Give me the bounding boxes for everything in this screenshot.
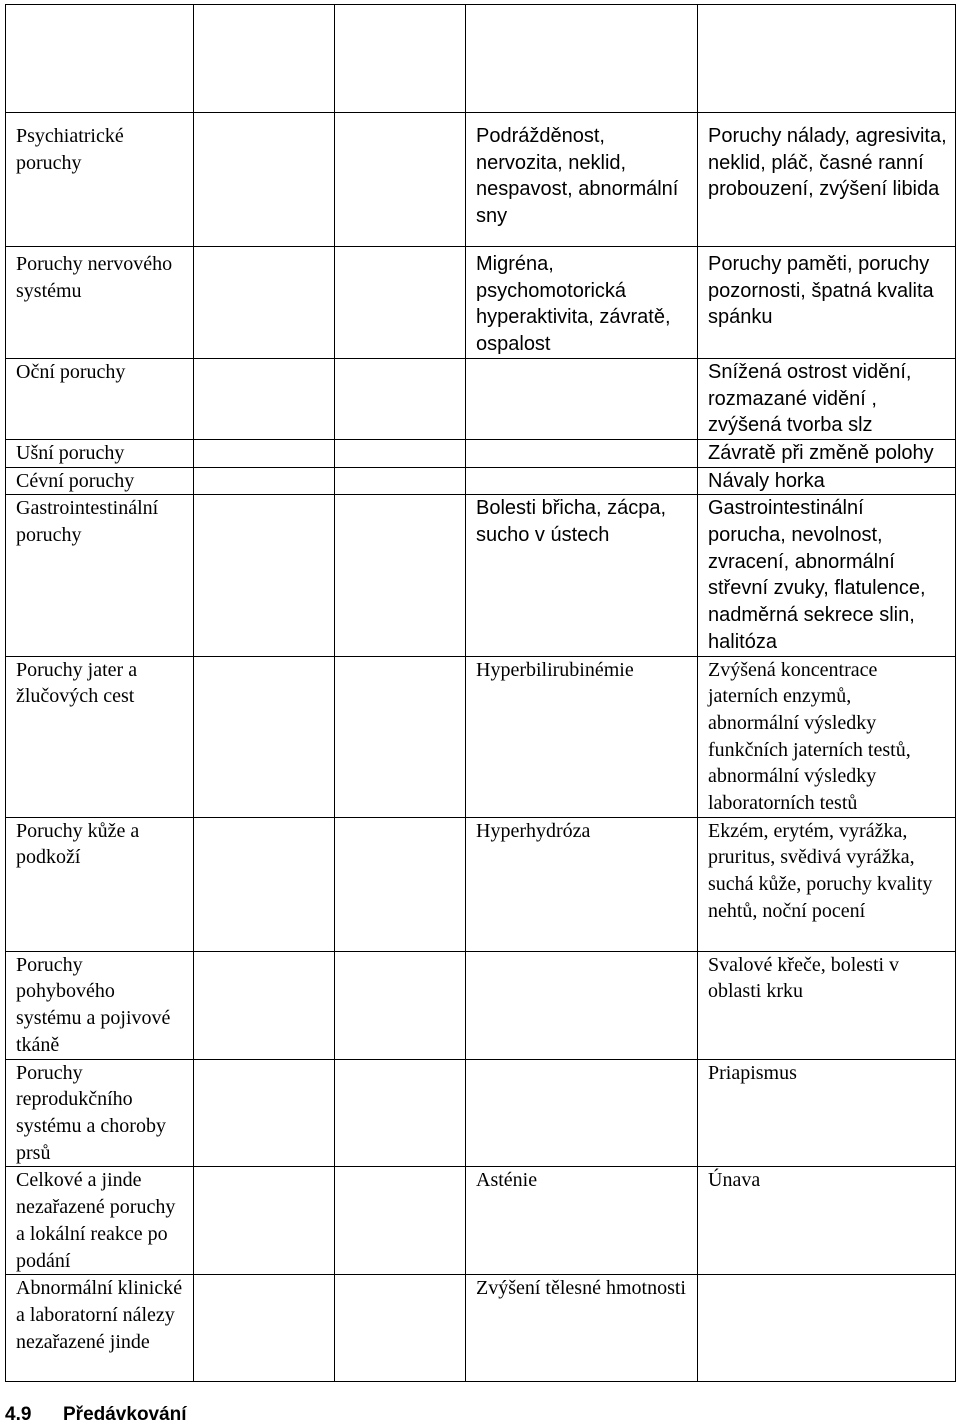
- frequency-cell: [194, 467, 335, 495]
- section-heading: [5, 1403, 187, 1427]
- organ-class-cell: Poruchy pohybového systému a pojivové tkáně: [6, 951, 194, 1059]
- frequency-cell: [335, 817, 466, 951]
- header-cell-frequency-4: [698, 5, 956, 113]
- adverse-reactions-table: [5, 4, 956, 1382]
- table-row: [6, 656, 956, 817]
- frequency-cell: [466, 467, 698, 495]
- frequency-cell: [194, 817, 335, 951]
- table-row: [6, 439, 956, 467]
- frequency-cell: [698, 1275, 956, 1382]
- frequency-cell: [335, 439, 466, 467]
- frequency-cell: Zvýšená koncentrace jaterních enzymů, abnormální výsledky funkčních jaterních testů, abnormální výsledky laboratorních testů: [698, 656, 956, 817]
- frequency-cell: [194, 1275, 335, 1382]
- organ-class-cell: Poruchy jater a žlučových cest: [6, 656, 194, 817]
- header-cell-frequency-3: [466, 5, 698, 113]
- frequency-cell: Hyperbilirubinémie: [466, 656, 698, 817]
- frequency-cell: Únava: [698, 1167, 956, 1275]
- table-row: [6, 817, 956, 951]
- frequency-cell: Priapismus: [698, 1059, 956, 1167]
- frequency-cell: Bolesti břicha, zácpa, sucho v ústech: [466, 495, 698, 656]
- frequency-cell: [335, 467, 466, 495]
- frequency-cell: Podrážděnost, nervozita, neklid, nespavost, abnormální sny: [466, 113, 698, 247]
- frequency-cell: [466, 951, 698, 1059]
- header-cell-organ-class: [6, 5, 194, 113]
- frequency-cell: [194, 656, 335, 817]
- frequency-cell: [194, 1167, 335, 1275]
- table-row: [6, 247, 956, 359]
- frequency-cell: [335, 1275, 466, 1382]
- table-row: [6, 951, 956, 1059]
- frequency-cell: [194, 1059, 335, 1167]
- frequency-cell: [335, 247, 466, 359]
- frequency-cell: [194, 495, 335, 656]
- frequency-cell: Poruchy nálady, agresivita, neklid, pláč, časné ranní probouzení, zvýšení libida: [698, 113, 956, 247]
- table-header-row: [6, 5, 956, 113]
- frequency-cell: [335, 656, 466, 817]
- table-row: [6, 1059, 956, 1167]
- frequency-cell: Gastrointestinální porucha, nevolnost, zvracení, abnormální střevní zvuky, flatulence, nadměrná sekrece slin, halitóza: [698, 495, 956, 656]
- organ-class-cell: Celkové a jinde nezařazené poruchy a lokální reakce po podání: [6, 1167, 194, 1275]
- frequency-cell: [194, 247, 335, 359]
- frequency-cell: Asténie: [466, 1167, 698, 1275]
- organ-class-cell: Poruchy reprodukčního systému a choroby prsů: [6, 1059, 194, 1167]
- organ-class-cell: Poruchy kůže a podkoží: [6, 817, 194, 951]
- frequency-cell: [335, 495, 466, 656]
- frequency-cell: [335, 951, 466, 1059]
- table-row: [6, 467, 956, 495]
- organ-class-cell: Abnormální klinické a laboratorní nálezy nezařazené jinde: [6, 1275, 194, 1382]
- header-cell-frequency-1: [194, 5, 335, 113]
- frequency-cell: [335, 113, 466, 247]
- organ-class-cell: Oční poruchy: [6, 358, 194, 439]
- header-cell-frequency-2: [335, 5, 466, 113]
- frequency-cell: [194, 113, 335, 247]
- organ-class-cell: Ušní poruchy: [6, 439, 194, 467]
- table-row: [6, 358, 956, 439]
- table-row: [6, 113, 956, 247]
- frequency-cell: Poruchy paměti, poruchy pozornosti, špatná kvalita spánku: [698, 247, 956, 359]
- frequency-cell: Svalové křeče, bolesti v oblasti krku: [698, 951, 956, 1059]
- organ-class-cell: Gastrointestinální poruchy: [6, 495, 194, 656]
- frequency-cell: [466, 358, 698, 439]
- frequency-cell: [335, 1167, 466, 1275]
- frequency-cell: Závratě při změně polohy: [698, 439, 956, 467]
- frequency-cell: [466, 439, 698, 467]
- table-row: [6, 1275, 956, 1382]
- table-row: [6, 495, 956, 656]
- frequency-cell: Hyperhydróza: [466, 817, 698, 951]
- frequency-cell: Snížená ostrost vidění, rozmazané vidění , zvýšená tvorba slz: [698, 358, 956, 439]
- organ-class-cell: Cévní poruchy: [6, 467, 194, 495]
- frequency-cell: Zvýšení tělesné hmotnosti: [466, 1275, 698, 1382]
- frequency-cell: [335, 1059, 466, 1167]
- frequency-cell: [194, 439, 335, 467]
- frequency-cell: [335, 358, 466, 439]
- frequency-cell: Ekzém, erytém, vyrážka, pruritus, svědivá vyrážka, suchá kůže, poruchy kvality nehtů, noční pocení: [698, 817, 956, 951]
- frequency-cell: Návaly horka: [698, 467, 956, 495]
- table-row: [6, 1167, 956, 1275]
- frequency-cell: [194, 358, 335, 439]
- frequency-cell: [466, 1059, 698, 1167]
- organ-class-cell: Poruchy nervového systému: [6, 247, 194, 359]
- section-title: Předávkování: [63, 1404, 187, 1425]
- organ-class-cell: Psychiatrické poruchy: [6, 113, 194, 247]
- frequency-cell: [194, 951, 335, 1059]
- section-number: 4.9: [5, 1404, 32, 1425]
- frequency-cell: Migréna, psychomotorická hyperaktivita, závratě, ospalost: [466, 247, 698, 359]
